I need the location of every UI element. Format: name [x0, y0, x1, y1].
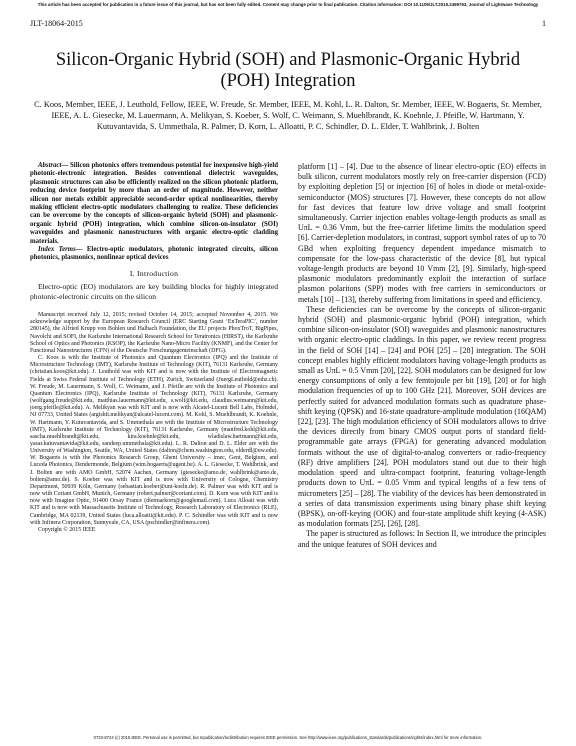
section-heading: I. Introduction: [129, 268, 179, 278]
left-column: [30, 162, 278, 534]
index-terms-text: — Electro-optic modulators, photonic integrated circuits, silicon photonics, plasmonics, nonlinear optical devices: [30, 246, 278, 262]
abstract: [30, 162, 278, 246]
copyright-footer: 0733-8724 (c) 2015 IEEE. Personal use is permitted, but republication/redistribution requires IEEE permission. See http://www.ieee.org/publications_standards/publications/rights/index.html for more information.: [93, 735, 483, 740]
accepted-article-banner: This article has been accepted for publication in a future issue of this journal, but has not been fully edited. Content may change prior to final publication. Citation information: DOI 10.1109/JLT.2015.2499763, Journal of Lightwave Technology: [37, 2, 539, 7]
body-paragraph: platform [1] – [4]. Due to the absence of linear electro-optic (EO) effects in bulk silicon, current modulators mostly rely on free-carrier dispersion (FCD) by exploiting depletion [5] or injection [6] of holes in diode or metal-oxide-semiconductor (MOS) structures [7]. However, these concepts do not allow for fast devices that feature low drive voltage and small footprint simultaneously. Carrier injection enables voltage-length products as small as UπL = 0.36 Vmm, but the free-carrier lifetime limits the modulation speed [6]. Carrier-depletion modulators, in contrast, support symbol rates of up to 70 GBd when exploiting frequency dependent impedance mismatch to compensate for the low-pass characteristic of the device [8], but typical voltage-length products are beyond 10 Vmm [2], [9]. Similarly, high-speed plasmonic modulators predominantly exploit the interaction of surface plasmon polaritons (SPP) modes with free carriers in semiconductors or metals [10] – [13], thereby suffering from limitations in speed and efficiency.: [298, 162, 546, 304]
footnote-manuscript: Manuscript received July 12, 2015; revised October 14, 2015; accepted November 4, 2015. We acknowledge support by the European Research Council (ERC Starting Grant ‘EnTeraPIC’, number 280145), the Alfried Krupp von Bohlen und Halbach Foundation, the EU projects PhoxTroT, BigPipes, Navolchi and SOFI, the Karlsruhe International Research School for Teratronics (HIRST), the Karlsruhe School of Optics and Photonics (KSOP), the Karlsruhe Nano-Micro Facility (KNMF), and the Center for Functional Nanostructures (CFN) of the Deutsche Forschungsgemeinschaft (DFG).: [30, 312, 278, 354]
footnote-affiliations: C. Koos is with the Institute of Photonics and Quantum Electronics (IPQ) and the Institute of Microstructure Technology (IMT), Karlsruhe Institute of Technology (KIT), 76131 Karlsruhe, Germany (christian.koos@kit.edu). J. Leuthold was with KIT and is now with the Institute of Electromagnetic Fields at Swiss Federal Institute of Technology (ETH), Zurich, Switzerland (JuergLeuthold@ethz.ch). W. Freude, M. Lauermann, S. Wolf, C. Weimann, and J. Pfeifle are with the Institute of Photonics and Quantum Electronics (IPQ), Karlsruhe Institute of Technology (KIT), 76131 Karlsruhe, Germany (wolfgang.freude@kit.edu, matthias.lauermann@kit.edu, s.wolf@kit.edu, claudius.weimann@kit.edu, joerg.pfeifle@kit.edu). A. Melikyan was with KIT and is now with Alcatel-Lucent Bell Labs, Holmdel, NJ 07733, United States (argishti.melikyan@alcatel-lucent.com). M. Kohl, S. Muehlbrandt, K. Koehnle, W. Hartmann, Y. Kutuvantavida, and S. Ummethala are with the Institute of Microstructure Technology (IMT), Karlsruhe Institute of Technology (KIT), 76131 Karlsruhe, Germany (manfred.kohl@kit.edu, sascha.muehlbrandt@kit.edu, kira.koehnle@kit.edu, wladislaw.hartmann@kit.edu, yasar.kutuvantavida@kit.edu, sandeep.ummethala@kit.edu). L. R. Dalton and D. L. Elder are with the University of Washington, Seattle, WA, United States (dalton@chem.washington.edu, elderdl@uw.edu). W. Bogaerts is with the Photonics Research Group, Ghent University – imec, Gent, Belgium, and Luceda Photonics, Dendermonde, Belgium (wim.bogaerts@ugent.be). A. L. Giesecke, T. Wahlbrink, and J. Bolten are with AMO GmbH, 52074 Aachen, Germany (giesecke@amo.de, wahlbrink@amo.de, bolten@amo.de). S. Koeber was with KIT and is now with University of Cologne, Chemistry Department, 50939 Köln, Germany (sebastian.koeber@uni-koeln.de). R. Palmer was with KIT and is now with Coriant GmbH, Munich, Germany (robert.palmer@coriant.com). D. Korn was with KIT and is now with Imagine Optic, 91400 Orsay France (dietmarkorn@googlemail.com). Luca Alloati was with KIT and is now with Massachusetts Institute of Technology, Research Laboratory of Electronics (RLE), Cambridge, MA 02139, United States (luca.alloatti@kit.edu). P. C. Schindler was with KIT and is now with Infinera Corporation, Sunnyvale, CA, USA (pschindler@infinera.com).: [30, 355, 278, 526]
index-terms-label: Index Terms: [38, 246, 76, 254]
body-paragraph: These deficiencies can be overcome by the concepts of silicon-organic hybrid (SOH) and plasmonic-organic hybrid (POH) integration, which combine silicon-on-insulator (SOI) waveguides and plasmonic nanostructures with organic electro-optic claddings. In this paper, we review recent progress in the field of SOH [14] – [24] and POH [25] – [28] integration. The SOH concept enables highly efficient modulators having voltage-length products as small as UπL = 0.5 Vmm [20], [22]. SOH modulators can be designed for low energy consumptions of only a few femtojoule per bit [19], [20] or for high modulation frequencies of up to 100 GHz [21]. Moreover, SOH devices are perfectly suited for advanced modulation formats such as quadrature phase-shift keying (QPSK) and 16-state quadrature-amplitude modulation (16QAM) [22], [23]. The high modulation efficiency of SOH modulators allows to drive the devices directly from binary CMOS output ports of standard field-programmable gate arrays (FPGA) for generating advanced modulation formats without the use of digital-to-analog converters or radio-frequency (RF) drive amplifiers [24]. POH modulators stand out due to their high modulation speed and ultra-compact footprint, featuring voltage-length products down to UπL = 0.05 Vmm and typical lengths of a few tens of micrometers [25] – [28]. The viability of the devices has been demonstrated in a series of data transmission experiments using binary phase shift keying (BPSK), on-off-keying (OOK) and four-state amplitude shift keying (4-ASK) as modulation formats [25], [26], [28].: [298, 304, 546, 529]
right-column: [298, 162, 546, 550]
body-paragraph: The paper is structured as follows: In Section II, we introduce the principles and the unique features of SOH devices and: [298, 529, 546, 549]
footnote-copyright: Copyright © 2015 IEEE: [38, 526, 96, 533]
intro-paragraph: Electro-optic (EO) modulators are key building blocks for highly integrated photonic-electronic circuits on the silicon: [30, 281, 278, 302]
index-terms: [30, 246, 278, 263]
abstract-label: Abstract: [38, 162, 62, 169]
page-number: 1: [542, 19, 546, 28]
author-list: C. Koos, Member, IEEE, J. Leuthold, Fellow, IEEE, W. Freude, Sr. Member, IEEE, M. Kohl, L. R. Dalton, Sr. Member, IEEE, W. Bogaerts, Sr. Member, IEEE, A. L. Giesecke, M. Lauermann, A. Melikyan, S. Koeber, S. Wolf, C. Weimann, S. Muehlbrandt, K. Koehnle, J. Pfeifle, W. Hartmann, Y. Kutuvantavida, S. Ummethala, R. Palmer, D. Korn, L. Alloatti, P. C. Schindler, D. L. Elder, T. Wahlbrink, J. Bolten: [34, 100, 542, 132]
paper-title: Silicon-Organic Hybrid (SOH) and Plasmonic-Organic Hybrid (POH) Integration: [55, 50, 521, 91]
journal-id: JLT-18064-2015: [30, 19, 83, 28]
abstract-text: — Silicon photonics offers tremendous potential for inexpensive high-yield photonic-electronic integration. Besides conventional dielectric waveguides, plasmonic structures can also be efficiently realized on the silicon photonic platform, reducing device footprint by more than an order of magnitude. However, neither silicon nor metals exhibit appreciable second-order optical nonlinearities, thereby making efficient electro-optic modulators challenging to realize. These deficiencies can be overcome by the concepts of silicon-organic hybrid (SOH) and plasmonic-organic hybrid (POH) integration, which combine silicon-on-insulator (SOI) waveguides and plasmonic nanostructures with organic electro-optic cladding materials.: [30, 162, 278, 245]
running-header: [30, 19, 546, 28]
